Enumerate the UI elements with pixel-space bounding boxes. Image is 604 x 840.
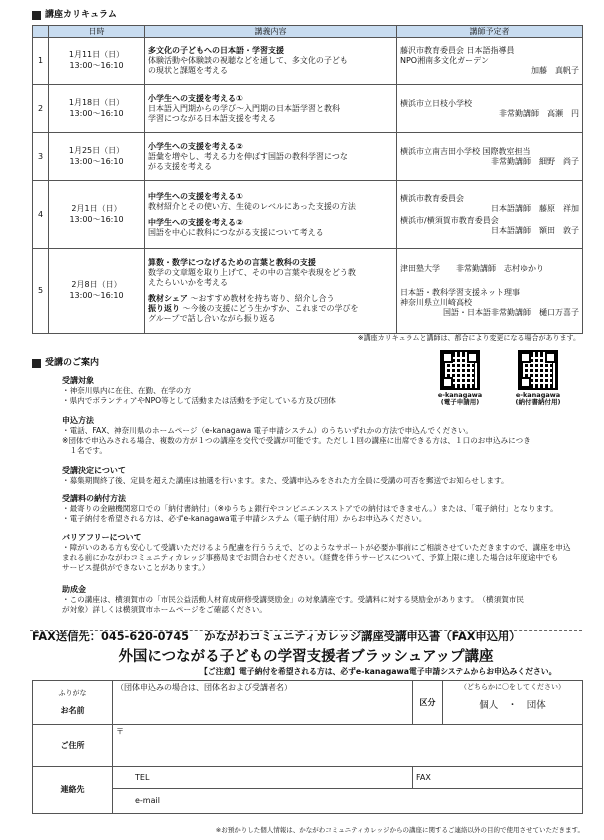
row-content: 多文化の子どもへの日本語・学習支援 体験活動や体験談の視聴などを通して、多文化の子ども の現状と課題を考える bbox=[145, 38, 397, 85]
address-label: ご住所 bbox=[33, 725, 113, 767]
header-content: 講義内容 bbox=[145, 26, 397, 38]
application-form bbox=[32, 680, 583, 814]
table-row: 4 2月1日（日） 13:00～16:10 中学生への支援を考える① 教材紹介とその使い方、生徒のレベルにあった支援の方法 中学生への支援を考える② 国語を中心に教科につながる支援について考える 横浜市教育委員会 日本語講師 藤原 祥加 横浜市/横須賀市教育委員会 日本語講師 額田 敦子 bbox=[33, 181, 583, 249]
row-date: 1月11日（日） 13:00～16:10 bbox=[49, 38, 145, 85]
qr-e-kanagawa-payment[interactable]: e-kanagawa (納付書納付用) bbox=[508, 350, 568, 407]
table-row: 3 1月25日（日） 13:00～16:10 小学生への支援を考える② 語彙を増やし、考える力を伸ばす国語の教科学習につな がる支援を考える 横浜市立南吉田小学校 国際教室担当 非常勤講師 細野 尚子 bbox=[33, 133, 583, 181]
curriculum-note: ※講座カリキュラムと講師は、都合により変更になる場合があります。 bbox=[357, 334, 580, 342]
category-label: 区分 bbox=[413, 681, 443, 725]
address-field[interactable]: 〒 bbox=[113, 725, 583, 767]
heading-square-icon bbox=[32, 11, 41, 20]
curriculum-heading-text: 講座カリキュラム bbox=[45, 10, 117, 20]
curriculum-table bbox=[32, 25, 583, 334]
tel-field[interactable]: TEL bbox=[113, 767, 413, 789]
info-target: 受講対象 ・神奈川県内に在住、在勤、在学の方 ・県内でボランティアやNPO等として活動または活動を予定している方及び団体 bbox=[62, 376, 336, 406]
qr-code-icon bbox=[440, 350, 480, 390]
curriculum-heading bbox=[32, 10, 117, 21]
form-title: 外国につながる子どもの学習支援者ブラッシュアップ講座 bbox=[118, 649, 494, 665]
qr-e-kanagawa-application[interactable]: e-kanagawa (電子申請用) bbox=[430, 350, 490, 407]
table-row bbox=[33, 38, 583, 85]
info-fee: 受講料の納付方法 ・最寄りの金融機関窓口での「納付書納付」（※ゆうちょ銀行やコンビニエンスストアでの納付はできません。）または、「電子納付」となります。 ・電子納付を希望される方は、必ずe-kanagawa電子申請システム（電子納付用）からお申込みください。 bbox=[62, 494, 558, 524]
name-field[interactable]: （団体申込みの場合は、団体名および受講者名） bbox=[113, 681, 413, 725]
info-decision: 受講決定について ・募集期間終了後、定員を超えた講座は抽選を行います。また、受講申込みをされた方全員に受講の可否を郵送でお知らせします。 bbox=[62, 466, 509, 486]
privacy-footnote: ※お預かりした個人情報は、かながわコミュニティカレッジからの講座に関するご連絡以外の目的で使用させていただきます。 bbox=[215, 826, 584, 834]
info-method: 申込方法 ・電話、FAX、神奈川県のホームページ（e-kanagawa 電子申請システム）のうちいずれかの方法で申込んでください。 ※団体で申込みされる場合、複数の方が１つの講座を交代で受講が可能です。ただし１回の講座に出席できる方は、１口のお申込みにつき １名です。 bbox=[62, 416, 531, 456]
table-row: 5 2月8日（日） 13:00～16:10 算数・数学につなげるための言葉と教科の支援 数学の文章題を取り上げて、その中の言葉や表現をどう教 えたらいいかを考える 教材シェア ～おすすめ教材を持ち寄り、紹介し合う 振り返り ～今後の支援にどう生かすか、これまでの学びを グループで話し合いながら振り返る 津田塾大学 非常勤講師 志村ゆかり 日本語・教科学習支援ネット理事 神奈川県立川崎高校 国語・日本語非常勤講師 樋口万喜子 bbox=[33, 249, 583, 334]
row-lecturer: 藤沢市教育委員会 日本語指導員 NPO湘南多文化ガーデン 加藤 真帆子 bbox=[397, 38, 583, 85]
info-heading-text: 受講のご案内 bbox=[45, 358, 100, 368]
form-notice: 【ご注意】電子納付を希望される方は、必ずe-kanagawa電子申請システムからお申込みください。 bbox=[200, 667, 557, 676]
info-barrier-free: バリアフリーについて ・障がいのある方も安心して受講いただけるよう配慮を行ううえで、どのようなサポートが必要か事前にご相談させていただきますので、講座を申込 まれる前にかながわコミュニティカレッジ事務局までお問合わせください。（経費を伴うサービスについて、予算上限に達した場合は年度途中でも サービス提供ができないことがあります。） bbox=[62, 533, 571, 573]
heading-square-icon bbox=[32, 359, 41, 368]
table-row: 2 1月18日（日） 13:00～16:10 小学生への支援を考える① 日本語入門期からの学び～入門期の日本語学習と教科 学習につながる日本語支援を考える 横浜市立日枝小学校 非常勤講師 高瀬 円 bbox=[33, 85, 583, 133]
header-lecturer: 講師予定者 bbox=[397, 26, 583, 38]
fax-field[interactable]: FAX bbox=[413, 767, 583, 789]
info-heading bbox=[32, 358, 99, 369]
qr-code-icon bbox=[518, 350, 558, 390]
email-field[interactable]: e-mail bbox=[113, 789, 583, 814]
category-field[interactable]: （どちらかに〇をしてください） 個人 ・ 団体 bbox=[443, 681, 583, 725]
fax-destination: FAX送信先：045-620-0745 かながわコミュニティカレッジ講座受講申込書（FAX申込用） bbox=[32, 630, 521, 643]
name-label: ふりがな お名前 bbox=[33, 681, 113, 725]
contact-label: 連絡先 bbox=[33, 767, 113, 814]
row-num: 1 bbox=[33, 38, 49, 85]
header-date: 日時 bbox=[49, 26, 145, 38]
info-grant: 助成金 ・この講座は、横須賀市の「市民公益活動人材育成研修受講奨励金」の対象講座です。受講料に対する奨励金があります。 （横須賀市民 が対象）詳しくは横須賀市ホームページをご確認ください。 bbox=[62, 585, 524, 615]
